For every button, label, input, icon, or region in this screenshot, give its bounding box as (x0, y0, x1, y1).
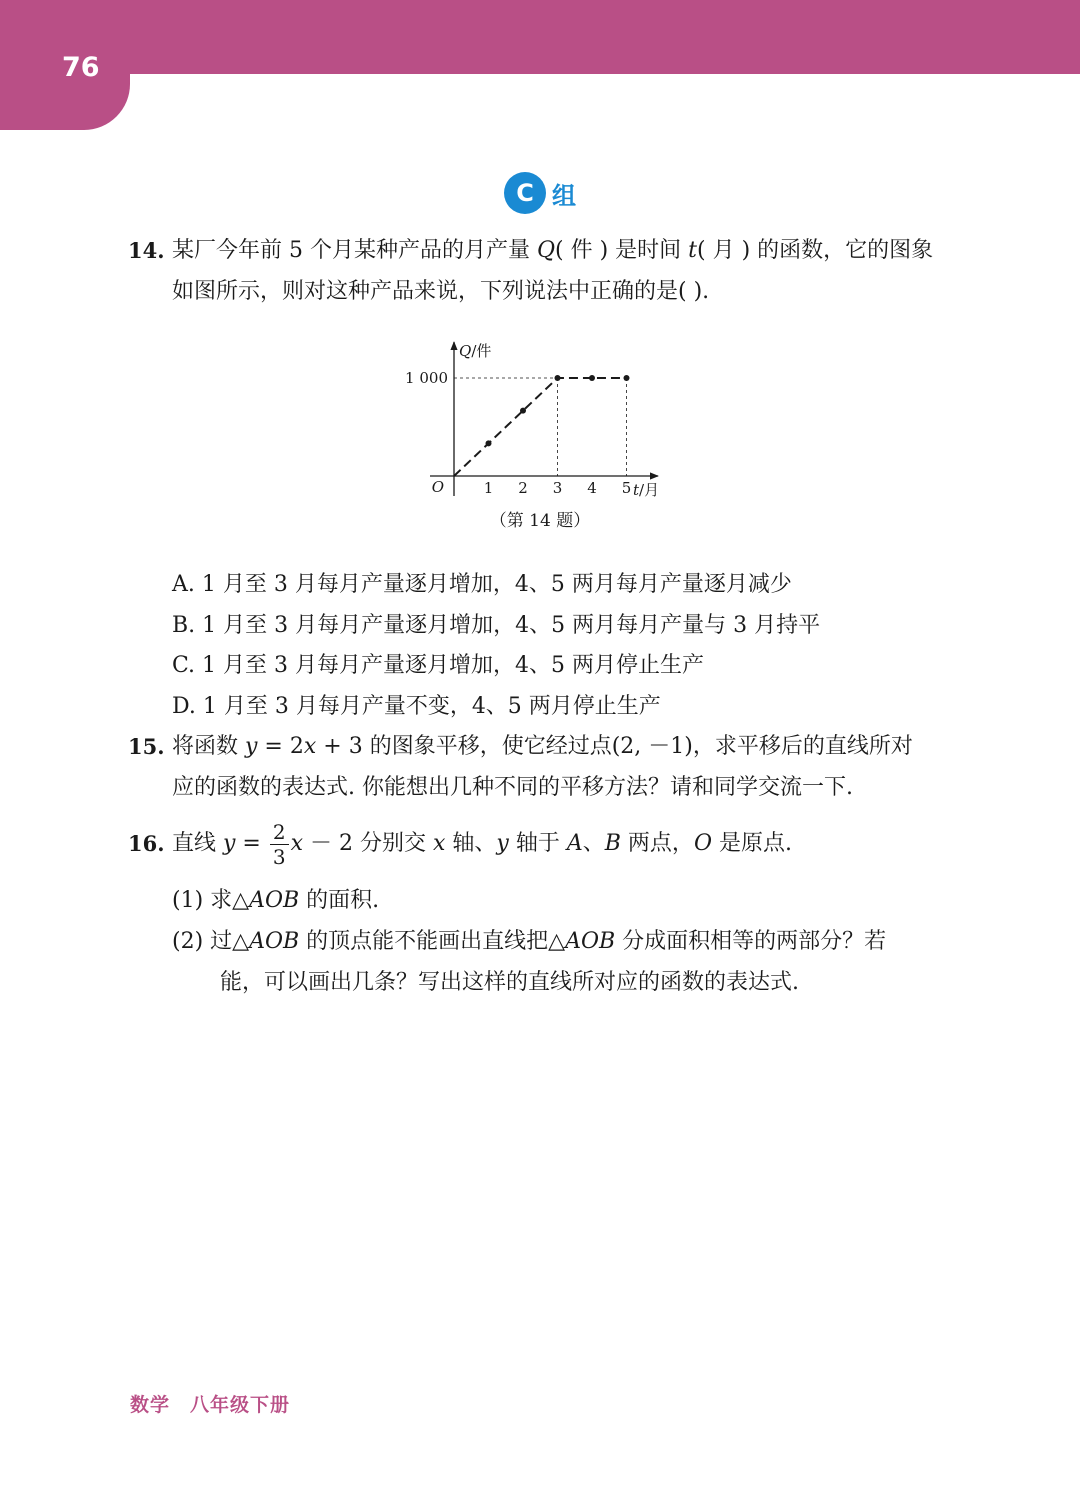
x-tick-label-5: 5 (621, 479, 632, 497)
x-tick-label-3: 3 (552, 479, 563, 497)
section-word: 组 (552, 181, 576, 210)
question-16-part-1: (1) 求△AOB 的面积. (172, 888, 380, 913)
data-point-1 (486, 440, 492, 446)
question-15-line-1: 将函数 y = 2x + 3 的图象平移，使它经过点(2, －1)，求平移后的直线所对 (172, 734, 913, 759)
x-tick-label-1: 1 (483, 479, 494, 497)
data-point-4 (589, 375, 595, 381)
figure-caption: （第 14 题） (489, 511, 591, 531)
option-c: C. 1 月至 3 月每月产量逐月增加，4、5 两月停止生产 (172, 653, 704, 678)
option-b: B. 1 月至 3 月每月产量逐月增加，4、5 两月每月产量与 3 月持平 (172, 613, 821, 638)
question-15-line-2: 应的函数的表达式. 你能想出几种不同的平移方法？请和同学交流一下. (172, 775, 853, 800)
data-point-2 (520, 408, 526, 414)
y-axis-label: Q/件 (459, 342, 492, 360)
x-tick-label-4: 4 (587, 479, 597, 497)
page-number: 76 (62, 52, 100, 83)
question-16-part-2-line-2: 能，可以画出几条？写出这样的直线所对应的函数的表达式. (220, 970, 799, 995)
y-tick-label-1000: 1 000 (405, 369, 448, 387)
question-15-number: 15. (128, 734, 165, 759)
data-series-line (454, 378, 627, 476)
data-point-5 (624, 375, 630, 381)
production-chart-svg (400, 336, 680, 506)
production-chart (400, 336, 680, 506)
x-tick-label-2: 2 (518, 479, 528, 497)
option-d: D. 1 月至 3 月每月产量不变，4、5 两月停止生产 (172, 694, 661, 719)
option-a: A. 1 月至 3 月每月产量逐月增加，4、5 两月每月产量逐月减少 (172, 572, 792, 597)
data-point-3 (555, 375, 561, 381)
footer-book-title: 数学 八年级下册 (130, 1394, 291, 1416)
section-badge: C (504, 172, 546, 214)
question-14-number: 14. (128, 238, 165, 263)
question-16-line-1: 直线 y = $\frac{2}{3}$ x － 2 分别交 x 轴、y 轴于 A、B 两点，O 是原点. (172, 819, 792, 869)
question-16-part-2-line-1: (2) 过△AOB 的顶点能不能画出直线把△AOB 分成面积相等的两部分？若 (172, 929, 887, 954)
header-band (0, 0, 1080, 74)
question-14-line-2: 如图所示，则对这种产品来说，下列说法中正确的是( ). (172, 279, 710, 304)
section-heading (0, 172, 1080, 214)
x-axis-label: t/月 (633, 481, 660, 499)
fraction-two-thirds: $\frac{2}{3}$ (270, 820, 289, 869)
origin-label: O (431, 478, 444, 496)
question-16-number: 16. (128, 831, 165, 856)
question-14-line-1: 某厂今年前 5 个月某种产品的月产量 Q( 件 ) 是时间 t( 月 ) 的函数，它的图象 (172, 238, 934, 263)
